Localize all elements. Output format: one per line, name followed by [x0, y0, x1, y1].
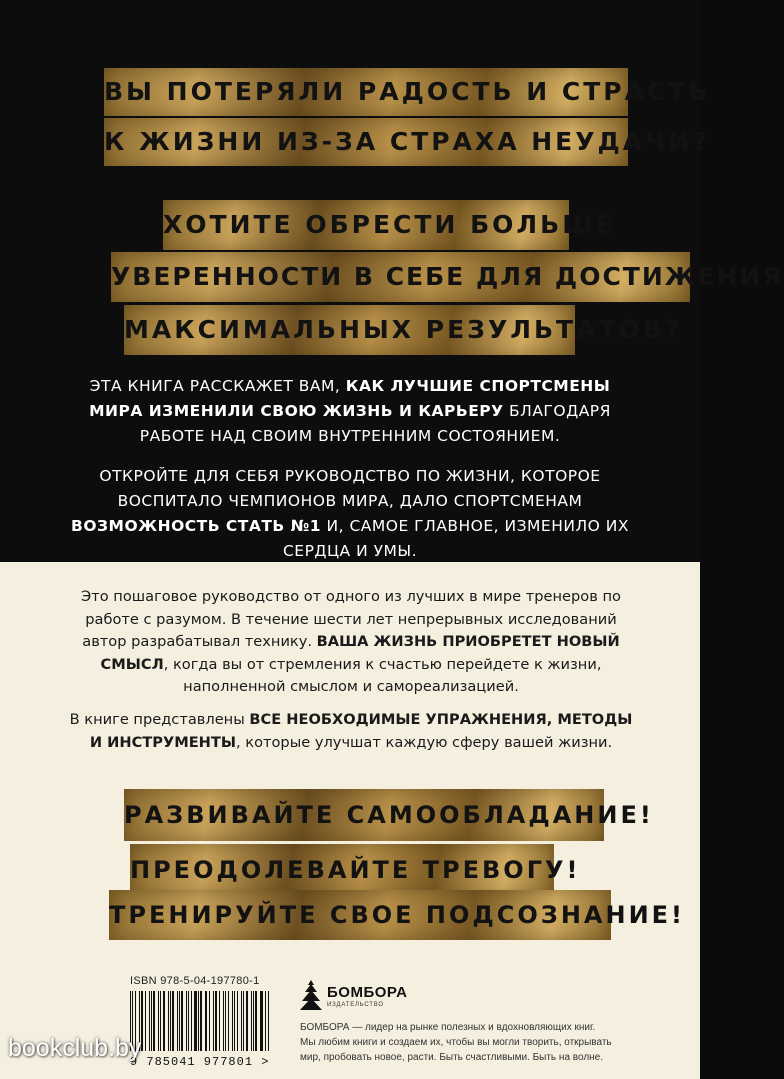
barcode-stripe: [255, 991, 256, 1051]
intro-text-bold: КАК ЛУЧШИЕ СПОРТСМЕНЫ МИРА ИЗМЕНИЛИ СВОЮ ЖИЗНЬ И КАРЬЕРУ: [89, 377, 611, 420]
barcode-stripe: [260, 991, 261, 1051]
barcode-stripe: [198, 991, 199, 1051]
question-banner-4: [111, 252, 784, 302]
watermark: bookclub.by: [8, 1034, 142, 1062]
barcode-stripe: [191, 991, 192, 1051]
barcode-stripe: [153, 991, 154, 1051]
barcode-stripe: [163, 991, 165, 1051]
barcode-stripe: [200, 991, 201, 1051]
barcode-stripe: [228, 991, 229, 1051]
contents-paragraph: [66, 709, 636, 754]
barcode-stripe: [251, 991, 252, 1051]
guide-text-c: И, САМОЕ ГЛАВНОЕ, ИЗМЕНИЛО ИХ СЕРДЦА И УМЫ.: [282, 517, 629, 560]
barcode-stripe: [177, 991, 178, 1051]
publisher-blurb: [300, 1020, 620, 1065]
barcode-stripe: [188, 991, 189, 1051]
slogan-text-1: РАЗВИВАЙТЕ САМООБЛАДАНИЕ!: [124, 801, 654, 829]
barcode-stripe: [237, 991, 238, 1051]
barcode-stripe: [265, 991, 266, 1051]
slogan-text-2: ПРЕОДОЛЕВАЙТЕ ТРЕВОГУ!: [130, 856, 581, 884]
slogan-banner-1: [124, 789, 654, 841]
barcode-stripe: [246, 991, 248, 1051]
barcode-stripe: [172, 991, 173, 1051]
publisher-name: БОМБОРА: [327, 984, 408, 1001]
barcode-stripe: [160, 991, 161, 1051]
barcode-digits: 9 785041 977801 >: [130, 1055, 270, 1069]
barcode-stripe: [179, 991, 180, 1051]
question-text-2: К ЖИЗНИ ИЗ-ЗА СТРАХА НЕУДАЧИ?: [104, 127, 710, 156]
publisher-line-2: Мы любим книги и создаем их, чтобы вы могли творить, открывать: [300, 1037, 612, 1048]
publisher-line-1: БОМБОРА — лидер на рынке полезных и вдохновляющих книг.: [300, 1022, 596, 1033]
slogan-text-3: ТРЕНИРУЙТЕ СВОЕ ПОДСОЗНАНИЕ!: [109, 901, 685, 929]
contents-text-a: В книге представлены: [69, 711, 250, 728]
barcode-stripe: [206, 991, 207, 1051]
intro-text-a: ЭТА КНИГА РАССКАЖЕТ ВАМ,: [89, 377, 346, 395]
barcode-stripe: [219, 991, 220, 1051]
barcode-stripe: [168, 991, 169, 1051]
barcode-stripe: [181, 991, 182, 1051]
question-text-1: ВЫ ПОТЕРЯЛИ РАДОСТЬ И СТРАСТЬ: [104, 77, 711, 106]
bombora-logo-icon: [300, 980, 322, 1012]
slogan-banner-3: [109, 890, 685, 940]
barcode-bars: [130, 991, 270, 1051]
barcode-stripe: [234, 991, 235, 1051]
description-text-a: Это пошаговое руководство от одного из лучших в мире тренеров по работе с разумом. В течение шести лет непрерывных исследований автор разрабатывал технику.: [81, 588, 621, 650]
guide-text-bold: ВОЗМОЖНОСТЬ СТАТЬ №1: [71, 517, 322, 535]
barcode-stripe: [194, 991, 196, 1051]
barcode-stripe: [209, 991, 210, 1051]
publisher-logo: [300, 980, 420, 1014]
barcode-stripe: [213, 991, 214, 1051]
slogan-banner-2: [130, 844, 581, 896]
barcode-stripe: [170, 991, 171, 1051]
description-text-c: , когда вы от стремления к счастью перейдете к жизни, наполненной смыслом и самореализацией.: [163, 655, 602, 695]
barcode-stripe: [158, 991, 159, 1051]
question-banner-3: [163, 200, 617, 250]
question-banner-2: [104, 118, 710, 166]
contents-text-bold: ВСЕ НЕОБХОДИМЫЕ УПРАЖНЕНИЯ, МЕТОДЫ И ИНСТРУМЕНТЫ: [89, 711, 633, 751]
question-text-5: МАКСИМАЛЬНЫХ РЕЗУЛЬТАТОВ?: [124, 315, 683, 344]
description-text-bold: ВАША ЖИЗНЬ ПРИОБРЕТЕТ НОВЫЙ СМЫСЛ: [100, 633, 620, 673]
barcode-stripe: [253, 991, 254, 1051]
guide-paragraph: [60, 464, 640, 564]
barcode-stripe: [186, 991, 187, 1051]
barcode-stripe: [241, 991, 242, 1051]
question-text-3: ХОТИТЕ ОБРЕСТИ БОЛЬШЕ: [163, 210, 617, 239]
guide-text-a: ОТКРОЙТЕ ДЛЯ СЕБЯ РУКОВОДСТВО ПО ЖИЗНИ, КОТОРОЕ ВОСПИТАЛО ЧЕМПИОНОВ МИРА, ДАЛО СПОРТСМЕНАМ: [99, 467, 601, 510]
intro-paragraph: [60, 374, 640, 449]
question-text-4: УВЕРЕННОСТИ В СЕБЕ ДЛЯ ДОСТИЖЕНИЯ: [111, 262, 784, 291]
barcode-stripe: [232, 991, 233, 1051]
barcode-stripe: [205, 991, 206, 1051]
description-paragraph: [66, 586, 636, 699]
question-banner-1: [104, 68, 711, 116]
barcode-stripe: [223, 991, 224, 1051]
barcode-stripe: [243, 991, 244, 1051]
isbn-label: ISBN 978-5-04-197780-1: [130, 975, 260, 987]
barcode-stripe: [215, 991, 217, 1051]
barcode-stripe: [141, 991, 143, 1051]
contents-text-c: , которые улучшат каждую сферу вашей жизни.: [235, 733, 613, 751]
publisher-line-3: мир, пробовать новое, расти. Быть счастливыми. Быть на волне.: [300, 1052, 604, 1063]
barcode-stripe: [268, 991, 269, 1051]
barcode-stripe: [261, 991, 262, 1051]
barcode-stripe: [149, 991, 150, 1051]
barcode-stripe: [151, 991, 152, 1051]
barcode-block: [130, 975, 270, 1079]
intro-text-c: БЛАГОДАРЯ РАБОТЕ НАД СВОИМ ВНУТРЕННИМ СОСТОЯНИЕМ.: [139, 402, 611, 445]
barcode-stripe: [145, 991, 146, 1051]
publisher-subtitle: ИЗДАТЕЛЬСТВО: [327, 1002, 384, 1008]
question-banner-5: [124, 305, 683, 355]
barcode-stripe: [225, 991, 226, 1051]
